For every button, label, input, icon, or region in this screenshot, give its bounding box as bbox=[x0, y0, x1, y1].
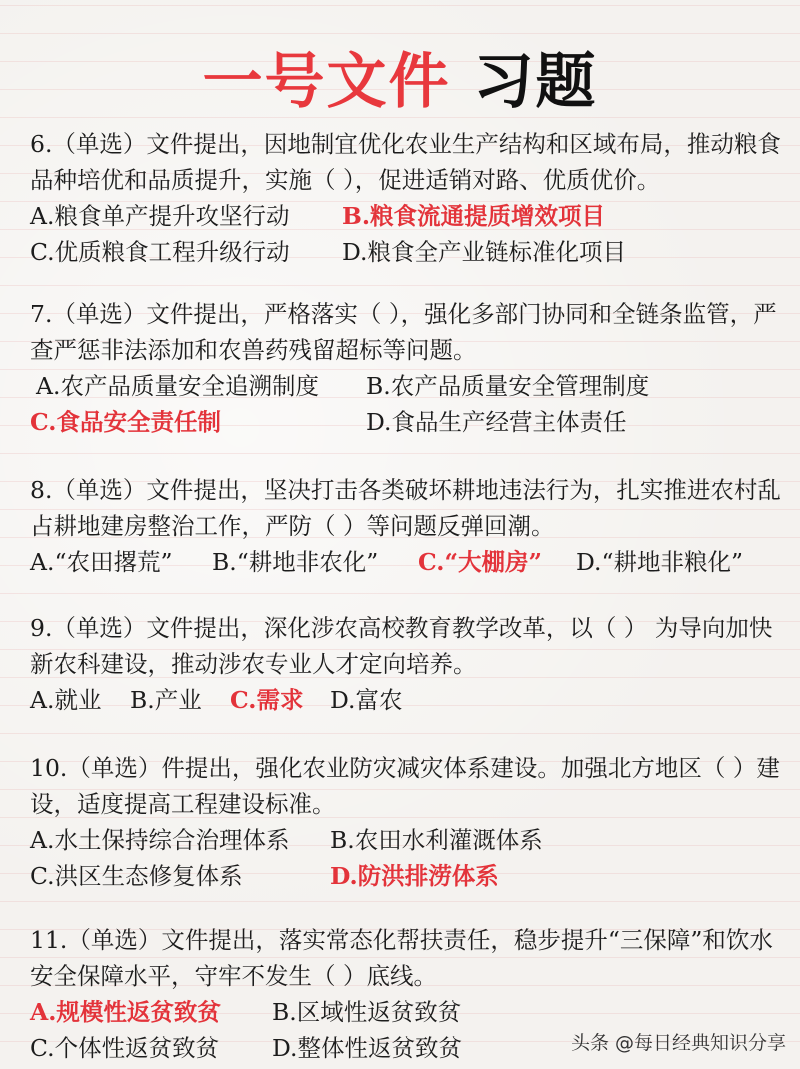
option-d: D.富农 bbox=[330, 686, 403, 714]
option-d: D.粮食全产业链标准化项目 bbox=[342, 238, 626, 266]
option-b-correct: B.粮食流通提质增效项目 bbox=[342, 202, 606, 230]
option-b: B.产业 bbox=[130, 686, 202, 714]
option-c-correct: C.需求 bbox=[230, 686, 304, 714]
question-stem: 9.（单选）文件提出，深化涉农高校教育教学改革，以（ ） 为导向加快新农科建设，推动涉农专业人才定向培养。 bbox=[30, 614, 773, 678]
question-stem: 6.（单选）文件提出，因地制宜优化农业生产结构和区域布局，推动粮食品种培优和品质提升，实施（ ），促进适销对路、优质优价。 bbox=[30, 130, 781, 194]
option-a: A.就业 bbox=[30, 686, 102, 714]
option-c: C.优质粮食工程升级行动 bbox=[30, 238, 290, 266]
option-a: A.粮食单产提升攻坚行动 bbox=[30, 202, 290, 230]
option-d: D.整体性返贫致贫 bbox=[272, 1034, 462, 1062]
question-8 bbox=[30, 472, 790, 580]
option-a: A.“农田撂荒” bbox=[30, 548, 173, 576]
question-stem: 8.（单选）文件提出，坚决打击各类破坏耕地违法行为，扎实推进农村乱占耕地建房整治工作，严防（ ）等问题反弹回潮。 bbox=[30, 476, 781, 540]
title-part-red: 一号文件 bbox=[202, 47, 451, 117]
option-c-correct: C.食品安全责任制 bbox=[30, 408, 221, 436]
title-part-black: 习题 bbox=[473, 47, 598, 117]
option-a-correct: A.规模性返贫致贫 bbox=[30, 998, 221, 1026]
option-c-correct: C.“大棚房” bbox=[418, 548, 543, 576]
question-stem: 7.（单选）文件提出，严格落实（ ），强化多部门协同和全链条监管，严查严惩非法添加和农兽药残留超标等问题。 bbox=[30, 300, 777, 364]
option-d: D.食品生产经营主体责任 bbox=[366, 408, 627, 436]
option-d-correct: D.防洪排涝体系 bbox=[330, 862, 499, 890]
question-9 bbox=[30, 610, 790, 718]
question-10 bbox=[30, 750, 790, 894]
option-a: A.水土保持综合治理体系 bbox=[30, 826, 290, 854]
question-stem: 10.（单选）件提出，强化农业防灾减灾体系建设。加强北方地区（ ）建设，适度提高工程建设标准。 bbox=[30, 754, 780, 818]
option-c: C.洪区生态修复体系 bbox=[30, 862, 243, 890]
option-d: D.“耕地非粮化” bbox=[576, 548, 744, 576]
option-a: A.农产品质量安全追溯制度 bbox=[36, 372, 319, 400]
option-b: B.农田水利灌溉体系 bbox=[330, 826, 543, 854]
option-b: B.“耕地非农化” bbox=[212, 548, 379, 576]
question-6 bbox=[30, 126, 790, 270]
question-stem: 11.（单选）文件提出，落实常态化帮扶责任，稳步提升“三保障”和饮水安全保障水平，守牢不发生（ ）底线。 bbox=[30, 926, 773, 990]
page-title bbox=[0, 42, 800, 122]
watermark: 头条 @每日经典知识分享 bbox=[570, 1032, 786, 1054]
question-7 bbox=[30, 296, 790, 440]
option-b: B.农产品质量安全管理制度 bbox=[366, 372, 650, 400]
option-b: B.区域性返贫致贫 bbox=[272, 998, 462, 1026]
option-c: C.个体性返贫致贫 bbox=[30, 1034, 220, 1062]
